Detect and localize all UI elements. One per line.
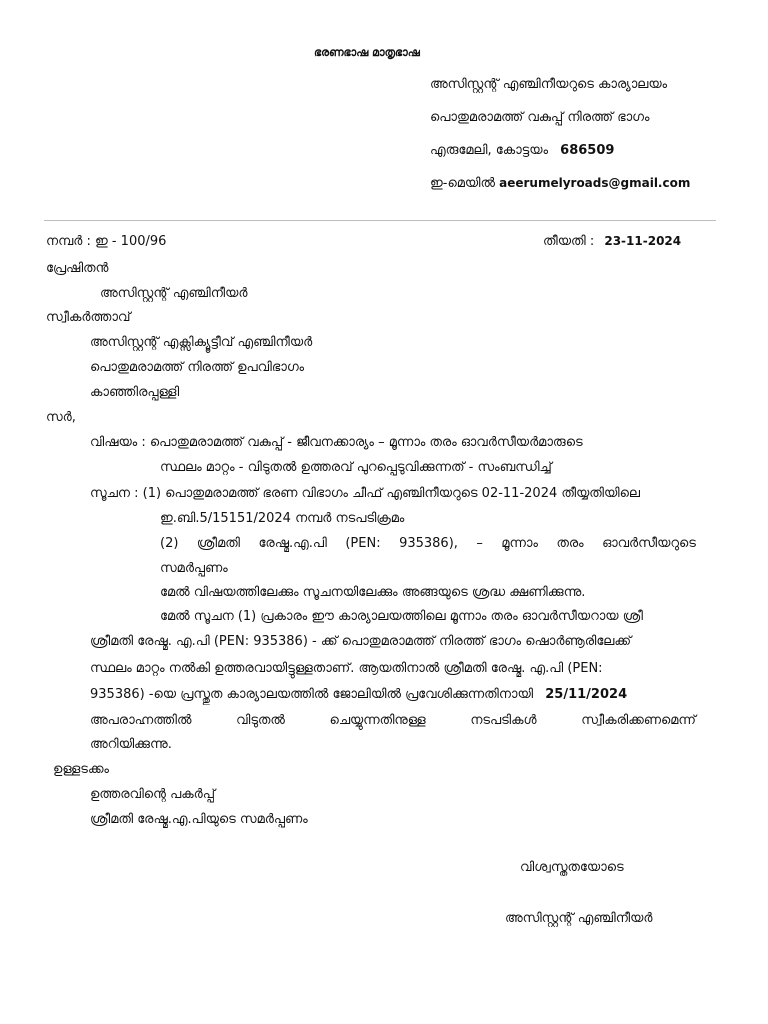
office-address (430, 143, 614, 158)
department-name: പൊതുമരാമത്ത് വകുപ്പ് നിരത്ത് ഭാഗം (430, 110, 650, 125)
header-divider (44, 220, 716, 221)
reference-line: ഇ.ബി.5/15151/2024 നമ്പർ നടപടിക്രമം (160, 511, 405, 526)
letter-date (543, 234, 681, 249)
to-label: സ്വീകർത്താവ് (46, 310, 131, 325)
body-word: ചെയ്യുന്നതിനുള്ള (329, 713, 426, 728)
to-line: പൊതുമരാമത്ത് നിരത്ത് ഉപവിഭാഗം (90, 360, 305, 375)
body-line: സ്ഥലം മാറ്റം നൽകി ഉത്തരവായിട്ടുള്ളതാണ്. ആയതിനാൽ ശ്രീമതി രേഷ്മ. എ.പി (PEN: (90, 661, 603, 676)
ref-word: – (476, 536, 483, 551)
to-line: കാഞ്ഞിരപ്പള്ളി (90, 385, 180, 400)
email-address: aeerumelyroads@gmail.com (499, 176, 691, 190)
enclosure-item: ശ്രീമതി രേഷ്മ.എ.പിയുടെ സമർപ്പണം (90, 812, 308, 827)
body-word: നടപടികൾ (470, 713, 537, 728)
closing-phrase: വിശ്വസ്തതയോടെ (520, 860, 624, 875)
date-value: 23-11-2024 (604, 234, 682, 248)
ref-word: തരം (556, 536, 584, 551)
reference-line: സൂചന : (1) പൊതുമരാമത്ത് ഭരണ വിഭാഗം ചീഫ് എഞ്ചിനീയറുടെ 02-11-2024 തീയ്യതിയിലെ (90, 486, 640, 501)
relief-date: 25/11/2024 (545, 687, 628, 702)
body-line (90, 687, 627, 702)
reference-number: നമ്പർ : ഇ - 100/96 (46, 234, 167, 249)
body-line: മേൽ സൂചന (1) പ്രകാരം ഈ കാര്യാലയത്തിലെ മൂന്നാം തരം ഓവർസീയറായ ശ്രീ (160, 609, 643, 624)
body-word: അപരാഹ്നത്തിൽ (90, 713, 192, 728)
reference-line (160, 536, 696, 551)
from-label: പ്രേഷിതൻ (46, 261, 109, 276)
subject-line: സ്ഥലം മാറ്റം - വിടുതൽ ഉത്തരവ് പുറപ്പെടുവിക്കുന്നത് - സംബന്ധിച്ച് (160, 460, 552, 475)
body-word: വിടുതൽ (236, 713, 285, 728)
ref-word: ശ്രീമതി (196, 536, 240, 551)
place: എരുമേലി, കോട്ടയം (430, 143, 549, 158)
email-label: ഇ-മെയിൽ (430, 176, 495, 191)
salutation: സർ, (46, 410, 76, 425)
pincode: 686509 (560, 143, 615, 158)
body-line: ശ്രീമതി രേഷ്മ. എ.പി (PEN: 935386) - ക്ക് പൊതുമരാമത്ത് നിരത്ത് ഭാഗം ഷൊർണൂരിലേക്ക് (90, 634, 632, 649)
ref-word: ഓവർസീയറുടെ (602, 536, 696, 551)
signatory: അസിസ്റ്റന്റ് എഞ്ചിനീയർ (505, 911, 653, 926)
body-line (90, 713, 696, 728)
body-paragraph: മേൽ വിഷയത്തിലേക്കും സൂചനയിലേക്കും അങ്ങയുടെ ശ്രദ്ധ ക്ഷണിക്കുന്നു. (160, 585, 586, 600)
reference-line: സമർപ്പണം (160, 561, 228, 576)
date-label: തീയതി : (543, 234, 595, 249)
subject-line: വിഷയം : പൊതുമരാമത്ത് വകുപ്പ് - ജീവനക്കാര്യം – മൂന്നാം തരം ഓവർസീയർമാരുടെ (90, 435, 583, 450)
ref-word: മൂന്നാം (501, 536, 538, 551)
tagline: ഭരണഭാഷ മാതൃഭാഷ (314, 46, 420, 59)
ref-word: രേഷ്മ.എ.പി (258, 536, 327, 551)
from-name: അസിസ്റ്റന്റ് എഞ്ചിനീയർ (100, 286, 248, 301)
body-text: 935386) -യെ പ്രസ്തുത കാര്യാലയത്തിൽ ജോലിയിൽ പ്രവേശിക്കുന്നതിനായി (90, 687, 534, 702)
email-line (430, 176, 690, 191)
ref-word: (PEN: (345, 536, 381, 551)
enclosures-label: ഉള്ളടക്കം (53, 762, 109, 777)
ref-word: (2) (160, 536, 179, 551)
body-line: അറിയിക്കുന്നു. (90, 737, 172, 752)
to-line: അസിസ്റ്റന്റ് എക്സിക്യൂട്ടീവ് എഞ്ചിനീയർ (90, 335, 313, 350)
ref-word: 935386), (399, 536, 458, 551)
enclosure-item: ഉത്തരവിന്റെ പകർപ്പ് (90, 787, 216, 802)
office-name: അസിസ്റ്റന്റ് എഞ്ചിനീയറുടെ കാര്യാലയം (430, 77, 668, 92)
body-word: സ്വീകരിക്കണമെന്ന് (581, 713, 696, 728)
